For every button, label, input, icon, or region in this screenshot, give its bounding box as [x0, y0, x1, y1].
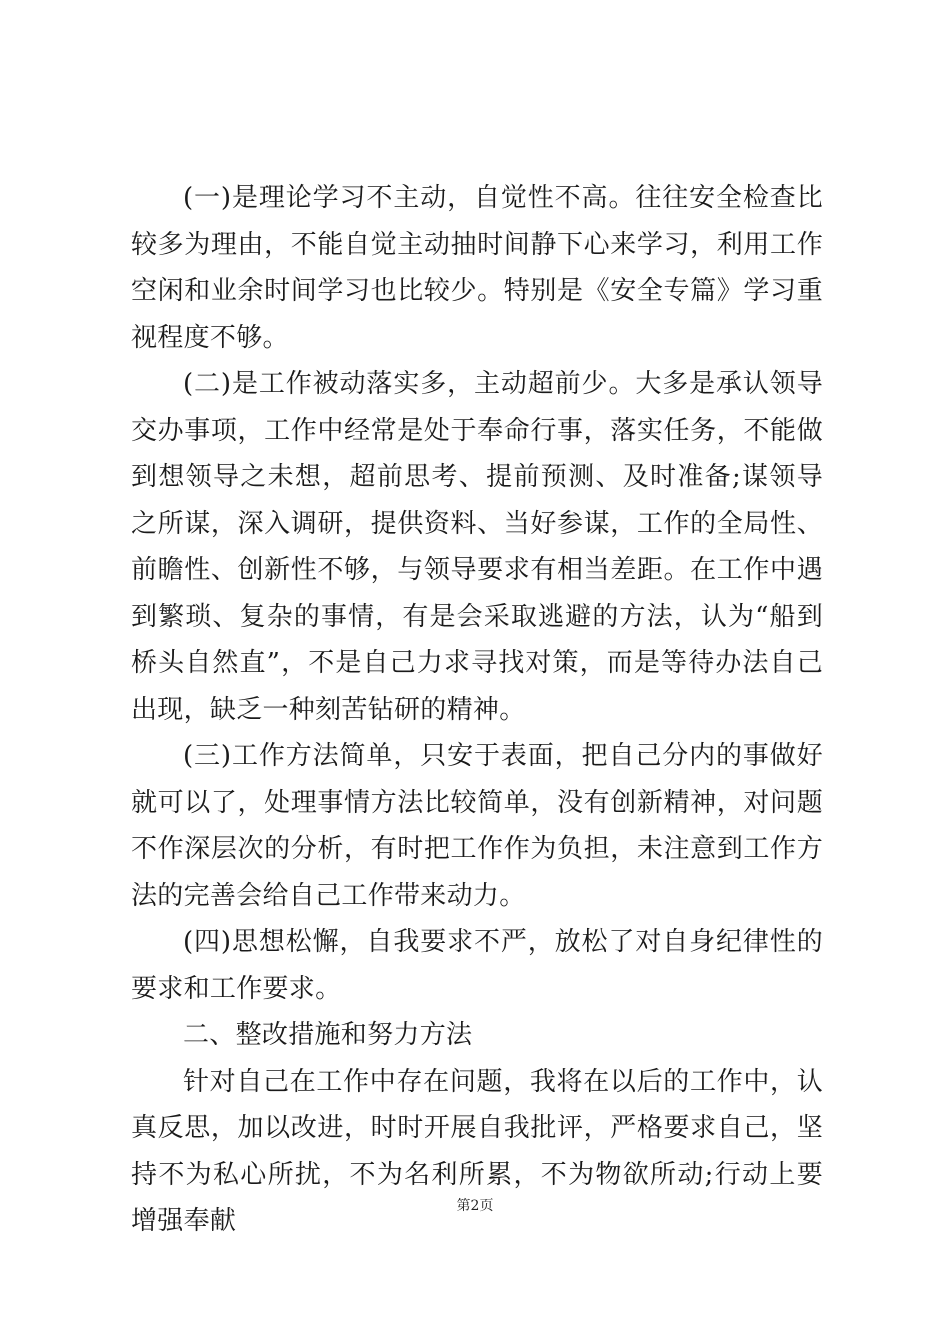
- document-body: [131, 175, 823, 1245]
- paragraph-5: 针对自己在工作中存在问题，我将在以后的工作中，认真反思，加以改进，时时开展自我批评，严格要求自己，坚持不为私心所扰，不为名利所累，不为物欲所动;行动上要增强奉献: [131, 1066, 823, 1236]
- paragraph-3: (三)工作方法简单，只安于表面，把自己分内的事做好就可以了，处理事情方法比较简单，没有创新精神，对问题不作深层次的分析，有时把工作作为负担，未注意到工作方法的完善会给自己工作带来动力。: [131, 741, 823, 911]
- paragraph-4: (四)思想松懈，自我要求不严，放松了对自身纪律性的要求和工作要求。: [131, 927, 823, 1004]
- paragraph-1: (一)是理论学习不主动，自觉性不高。往往安全检查比较多为理由，不能自觉主动抽时间静下心来学习，利用工作空闲和业余时间学习也比较少。特别是《安全专篇》学习重视程度不够。: [131, 183, 823, 353]
- page-number: 第2页: [456, 1198, 494, 1214]
- paragraph-2: (二)是工作被动落实多，主动超前少。大多是承认领导交办事项，工作中经常是处于奉命行事，落实任务，不能做到想领导之未想，超前思考、提前预测、及时准备;谋领导之所谋，深入调研，提供资料、当好参谋，工作的全局性、前瞻性、创新性不够，与领导要求有相当差距。在工作中遇到繁琐、复杂的事情，有是会采取逃避的方法，认为“船到桥头自然直”，不是自己力求寻找对策，而是等待办法自己出现，缺乏一种刻苦钻研的精神。: [131, 369, 823, 725]
- section-heading: 二、整改措施和努力方法: [183, 1020, 473, 1050]
